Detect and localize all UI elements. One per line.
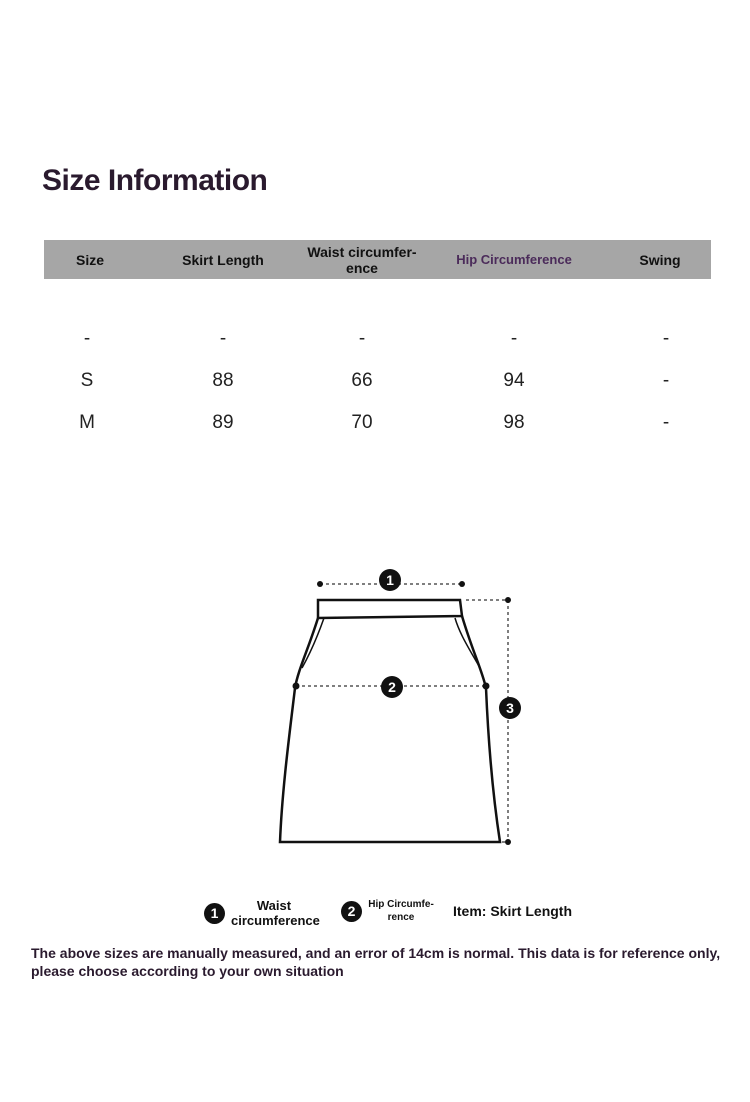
cell-swing: -: [662, 370, 670, 391]
cell-skirt-length: 89: [212, 412, 234, 433]
svg-text:3: 3: [506, 700, 514, 716]
legend-length-label: Item: Skirt Length: [453, 903, 573, 919]
table-row: [44, 366, 711, 396]
legend-waist: [204, 898, 320, 928]
cell-waist: 66: [351, 370, 373, 391]
cell-skirt-length: 88: [212, 370, 234, 391]
legend-length: [453, 904, 572, 919]
cell-skirt-length: -: [219, 328, 227, 349]
cell-swing: -: [662, 412, 670, 433]
legend-hip-label: Hip Circumfe- rence: [368, 899, 434, 923]
cell-size: M: [79, 412, 95, 433]
svg-text:2: 2: [388, 679, 396, 695]
cell-size: S: [80, 370, 94, 391]
legend-hip: [341, 898, 436, 924]
number-1-icon: 1: [204, 903, 225, 924]
header-hip: Hip Circumference: [456, 251, 572, 267]
header-waist: Waist circumfer- ence: [307, 243, 417, 276]
pocket-left: [302, 618, 324, 668]
cell-size: -: [83, 328, 91, 349]
cell-hip: 94: [503, 370, 525, 391]
size-table-header: [44, 240, 711, 279]
legend-waist-label: Waist circumference: [231, 898, 320, 928]
number-2-icon: 2: [341, 901, 362, 922]
cell-swing: -: [662, 328, 670, 349]
cell-hip: -: [510, 328, 518, 349]
skirt-body: [280, 616, 500, 842]
table-row: [44, 324, 711, 354]
header-size: Size: [75, 251, 104, 268]
measurement-note: The above sizes are manually measured, and an error of 14cm is normal. This data is for reference only, please choose according to your own situation: [31, 945, 721, 979]
header-swing: Swing: [639, 251, 681, 268]
page-title: Size Information: [42, 164, 268, 197]
cell-hip: 98: [503, 412, 525, 433]
pocket-right: [455, 618, 480, 668]
table-row: [44, 408, 711, 438]
skirt-diagram: [190, 560, 560, 860]
header-skirt-length: Skirt Length: [182, 251, 264, 268]
svg-text:1: 1: [386, 572, 394, 588]
skirt-waistband: [318, 600, 462, 618]
cell-waist: 70: [351, 412, 373, 433]
cell-waist: -: [358, 328, 366, 349]
